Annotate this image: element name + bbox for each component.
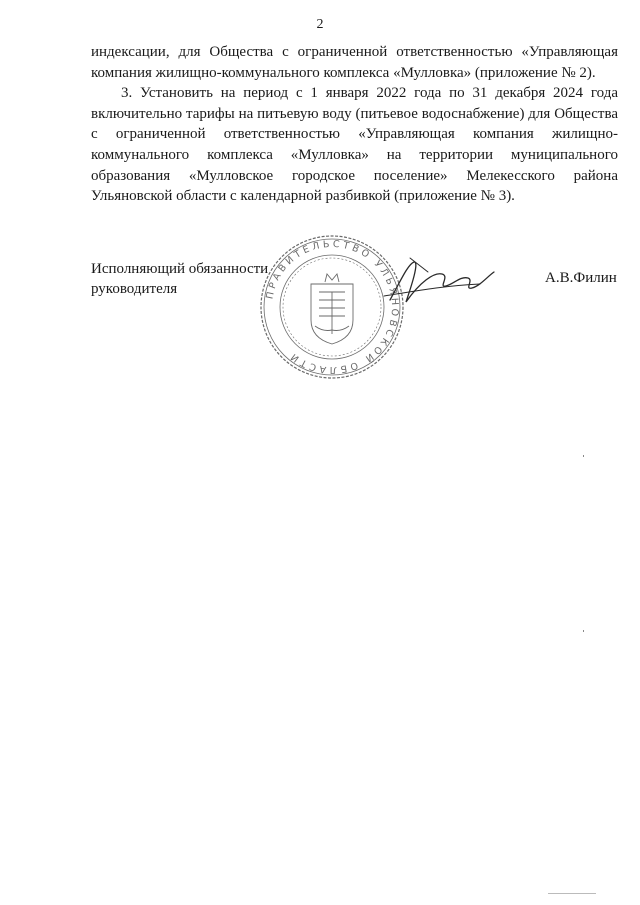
paragraph-continuation: индексации, для Общества с ограниченной ответственностью «Управляющая компания жилищно-коммунального комплекса «Мулловка» (приложение № 2). (91, 44, 618, 81)
signer-name: А.В.Филин (545, 270, 617, 286)
scan-speck (583, 455, 584, 457)
handwritten-signature (380, 252, 500, 312)
paragraph-item-3: 3. Установить на период с 1 января 2022 года по 31 декабря 2024 года включительно тарифы на питьевую воду (питьевое водоснабжение) для Общества с ограниченной ответственностью «Управляющая компания жилищно-коммунального комплекса «Мулловка» на территории муниципального образования «Мулловское городское поселение» Мелекесского района Ульяновской области с календарной разбивкой (приложение № 3). (91, 85, 618, 205)
seal-text: ПРАВИТЕЛЬСТВО УЛЬЯНОВСКОЙ ОБЛАСТИ (264, 238, 401, 376)
body-text (91, 42, 618, 207)
signer-position-line1: Исполняющий обязанности (91, 261, 269, 277)
coat-of-arms-icon (311, 274, 353, 344)
scan-speck (548, 893, 596, 894)
signer-position-line2: руководителя (91, 281, 178, 297)
scan-speck (583, 630, 584, 632)
page-number: 2 (316, 17, 324, 32)
